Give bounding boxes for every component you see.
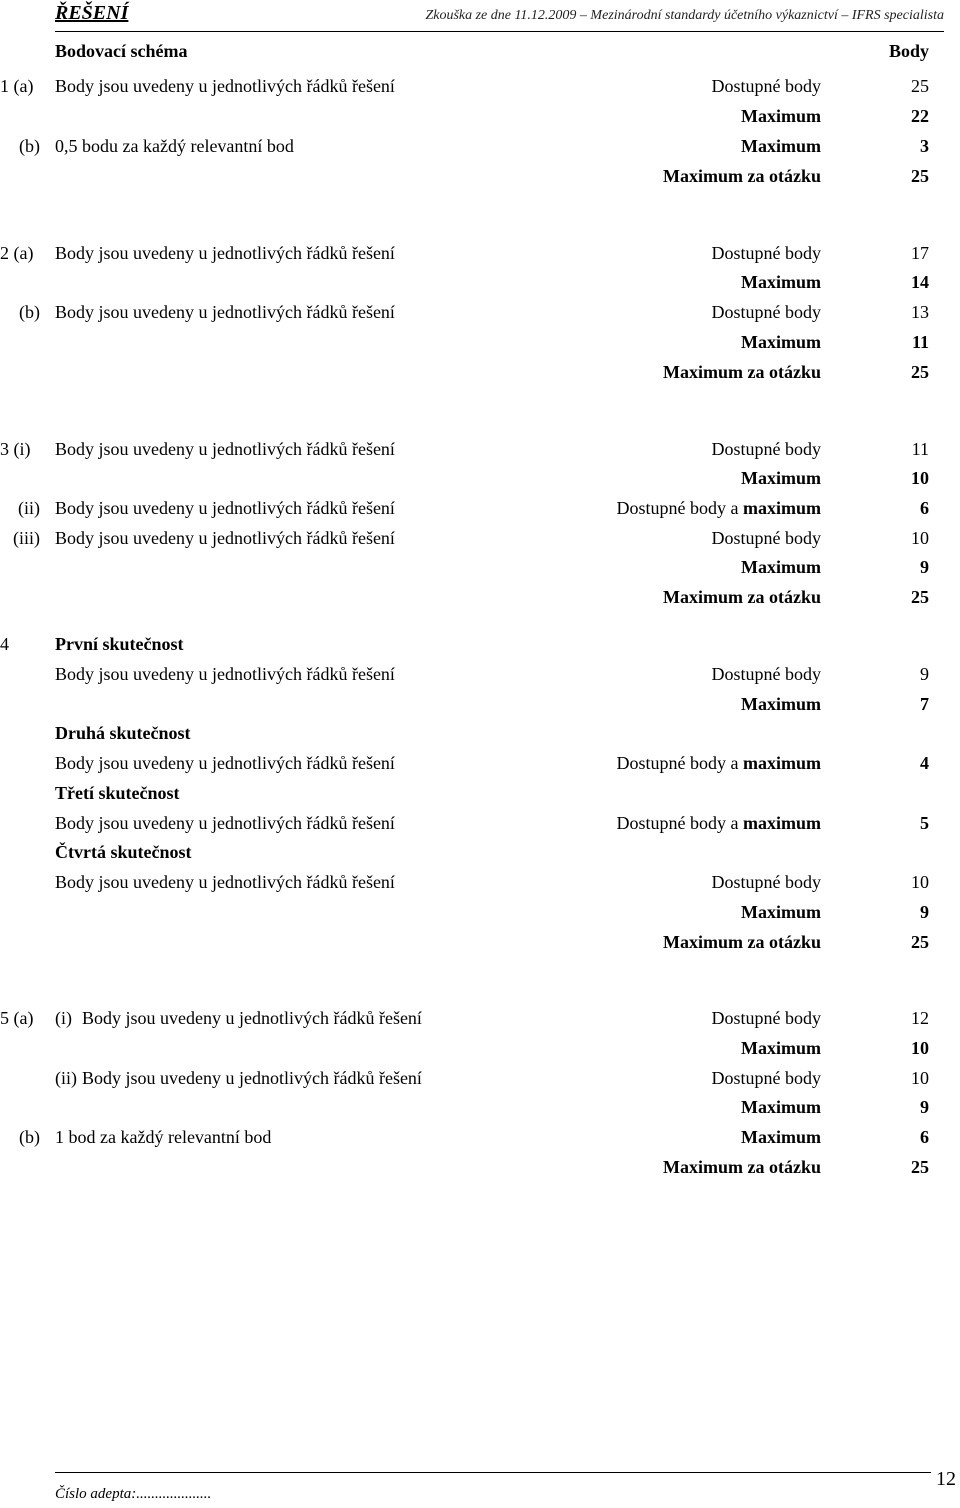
row-desc: Maximum [741, 1097, 821, 1117]
row-points: 25 [911, 362, 929, 382]
candidate-number-label: Číslo adepta:.................... [55, 1486, 212, 1502]
table-row [0, 869, 960, 895]
row-desc: Maximum [741, 902, 821, 922]
row-desc: Dostupné body a maximum [616, 753, 821, 773]
row-points: 10 [911, 468, 929, 488]
table-row [0, 631, 960, 657]
row-text: Body jsou uvedeny u jednotlivých řádků řešení [55, 76, 395, 96]
table-row [0, 554, 960, 580]
table-row [0, 839, 960, 865]
row-desc: Maximum za otázku [663, 166, 821, 186]
row-desc: Maximum [741, 106, 821, 126]
table-row [0, 780, 960, 806]
table-row [0, 465, 960, 491]
footer-divider [55, 1472, 931, 1473]
row-points: 10 [911, 528, 929, 548]
table-row [0, 720, 960, 746]
table-row-total [0, 163, 960, 189]
row-points: 25 [911, 1157, 929, 1177]
table-row [0, 133, 960, 159]
row-points: 10 [911, 872, 929, 892]
row-desc: Maximum [741, 468, 821, 488]
table-row [0, 73, 960, 99]
row-points: 11 [911, 332, 929, 352]
subpart-label: (ii) [55, 1068, 77, 1088]
table-row [0, 1094, 960, 1120]
row-text: Body jsou uvedeny u jednotlivých řádků řešení [82, 1068, 422, 1088]
row-desc: Maximum [741, 557, 821, 577]
row-text: Body jsou uvedeny u jednotlivých řádků řešení [55, 813, 395, 833]
table-row-total [0, 929, 960, 955]
row-desc: Dostupné body [711, 1008, 821, 1028]
row-points: 11 [911, 439, 929, 459]
row-text: Body jsou uvedeny u jednotlivých řádků řešení [55, 872, 395, 892]
table-row [0, 750, 960, 776]
row-desc: Dostupné body a maximum [616, 813, 821, 833]
row-desc: Dostupné body [711, 76, 821, 96]
row-desc: Dostupné body [711, 439, 821, 459]
row-points: 7 [920, 694, 929, 714]
row-text: Body jsou uvedeny u jednotlivých řádků řešení [55, 302, 395, 322]
table-row [0, 691, 960, 717]
table-row [0, 899, 960, 925]
row-points: 9 [920, 664, 929, 684]
row-text: Body jsou uvedeny u jednotlivých řádků řešení [55, 753, 395, 773]
row-points: 17 [911, 243, 929, 263]
row-points: 14 [911, 272, 929, 292]
row-points: 5 [920, 813, 929, 833]
table-header-row [0, 38, 960, 64]
row-points: 10 [911, 1038, 929, 1058]
row-points: 25 [911, 932, 929, 952]
row-points: 9 [920, 1097, 929, 1117]
row-desc: Maximum [741, 136, 821, 156]
row-desc: Dostupné body [711, 1068, 821, 1088]
row-desc: Maximum [741, 1038, 821, 1058]
header-subtitle: Zkouška ze dne 11.12.2009 – Mezinárodní standardy účetního výkaznictví – IFRS specialista [425, 8, 944, 23]
row-points: 22 [911, 106, 929, 126]
row-points: 25 [911, 166, 929, 186]
table-row-total [0, 584, 960, 610]
row-desc: Dostupné body [711, 243, 821, 263]
part-label: (ii) [18, 498, 40, 518]
table-row [0, 436, 960, 462]
fact-heading: První skutečnost [55, 634, 184, 654]
part-label: (b) [19, 1127, 40, 1147]
table-row [0, 1065, 960, 1091]
row-text: Body jsou uvedeny u jednotlivých řádků řešení [55, 664, 395, 684]
table-row-total [0, 1154, 960, 1180]
table-row [0, 525, 960, 551]
row-desc: Maximum [741, 332, 821, 352]
table-row [0, 103, 960, 129]
row-desc: Dostupné body [711, 872, 821, 892]
question-label: 2 (a) [0, 243, 34, 263]
table-row [0, 1035, 960, 1061]
question-label: 4 [0, 634, 9, 654]
row-points: 12 [911, 1008, 929, 1028]
part-label: (b) [19, 302, 40, 322]
scheme-heading: Bodovací schéma [55, 41, 188, 61]
question-label: 1 (a) [0, 76, 34, 96]
table-row [0, 810, 960, 836]
table-row [0, 240, 960, 266]
row-desc: Dostupné body [711, 302, 821, 322]
row-desc: Dostupné body [711, 528, 821, 548]
row-desc: Maximum za otázku [663, 362, 821, 382]
row-desc: Maximum za otázku [663, 932, 821, 952]
question-label: 3 (i) [0, 439, 31, 459]
row-points: 9 [920, 557, 929, 577]
table-row [0, 1005, 960, 1031]
table-row [0, 495, 960, 521]
table-row [0, 329, 960, 355]
row-points: 13 [911, 302, 929, 322]
header-title: ŘEŠENÍ [55, 2, 129, 24]
row-desc: Maximum [741, 272, 821, 292]
part-label: (iii) [13, 528, 40, 548]
row-desc: Dostupné body a maximum [616, 498, 821, 518]
part-label: (b) [19, 136, 40, 156]
row-points: 6 [920, 1127, 929, 1147]
fact-heading: Druhá skutečnost [55, 723, 191, 743]
row-points: 25 [911, 587, 929, 607]
row-points: 9 [920, 902, 929, 922]
row-points: 10 [911, 1068, 929, 1088]
table-row [0, 661, 960, 687]
row-desc: Maximum [741, 694, 821, 714]
row-points: 25 [911, 76, 929, 96]
row-desc: Maximum [741, 1127, 821, 1147]
row-text: 1 bod za každý relevantní bod [55, 1127, 272, 1147]
row-text: 0,5 bodu za každý relevantní bod [55, 136, 294, 156]
question-label: 5 (a) [0, 1008, 34, 1028]
table-row [0, 1124, 960, 1150]
table-row [0, 299, 960, 325]
row-text: Body jsou uvedeny u jednotlivých řádků řešení [55, 243, 395, 263]
row-desc: Maximum za otázku [663, 1157, 821, 1177]
points-heading: Body [888, 41, 929, 61]
row-text: Body jsou uvedeny u jednotlivých řádků řešení [82, 1008, 422, 1028]
header-divider [55, 31, 944, 32]
row-text: Body jsou uvedeny u jednotlivých řádků řešení [55, 528, 395, 548]
fact-heading: Čtvrtá skutečnost [55, 842, 192, 862]
table-row [0, 269, 960, 295]
page-number: 12 [936, 1468, 956, 1490]
row-text: Body jsou uvedeny u jednotlivých řádků řešení [55, 498, 395, 518]
fact-heading: Třetí skutečnost [55, 783, 180, 803]
row-desc: Dostupné body [711, 664, 821, 684]
row-points: 4 [920, 753, 929, 773]
row-points: 6 [920, 498, 929, 518]
subpart-label: (i) [55, 1008, 72, 1028]
row-text: Body jsou uvedeny u jednotlivých řádků řešení [55, 439, 395, 459]
row-points: 3 [920, 136, 929, 156]
row-desc: Maximum za otázku [663, 587, 821, 607]
table-row-total [0, 359, 960, 385]
